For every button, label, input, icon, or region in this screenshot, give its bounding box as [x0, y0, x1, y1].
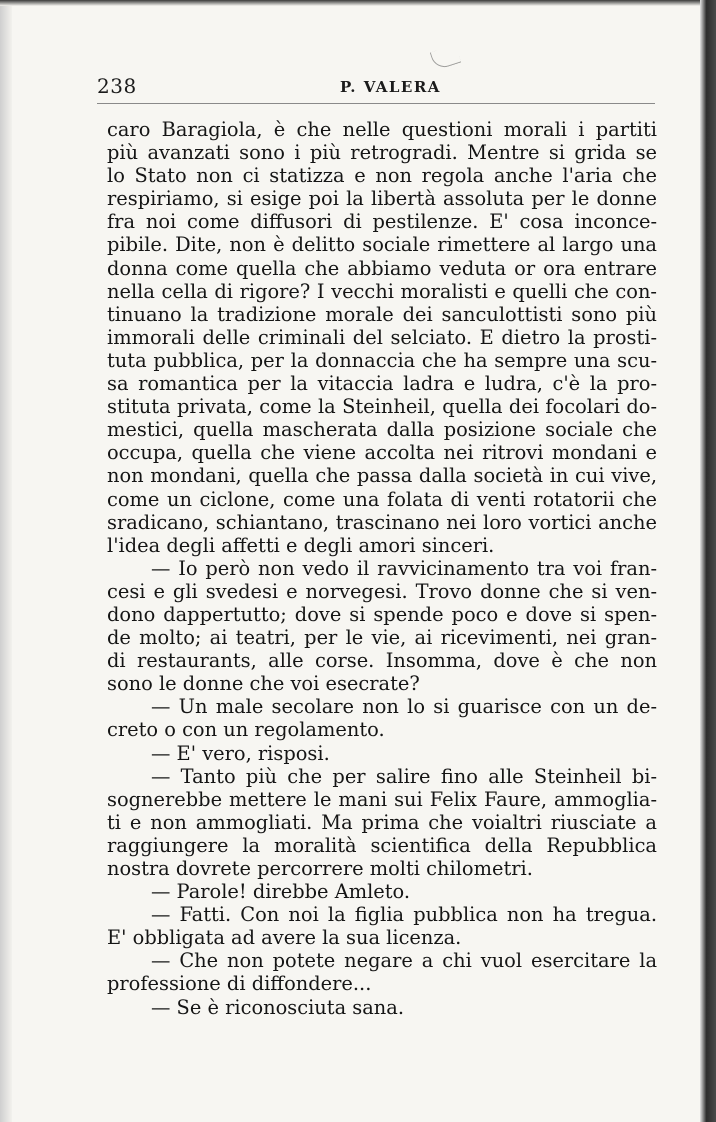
- page-header: [97, 74, 655, 102]
- text-line: più avanzati sono i più retrogradi. Mentre si grida se: [107, 141, 657, 165]
- text-line: nostra dovrete percorrere molti chilometri.: [107, 857, 533, 880]
- text-line: sognerebbe mettere le mani sui Felix Faure, ammoglia-: [107, 787, 657, 811]
- text-line: tuta pubblica, per la donnaccia che ha sempre una scu-: [107, 348, 657, 372]
- page-number: 238: [97, 74, 137, 98]
- text-line: nella cella di rigore? I vecchi moralisti e quelli che con-: [107, 279, 657, 303]
- text-line: — Parole! direbbe Amleto.: [151, 880, 411, 904]
- text-line: creto o con un regolamento.: [107, 718, 385, 742]
- text-line: professione di diffondere...: [107, 972, 372, 996]
- header-rule: [97, 103, 655, 104]
- text-line: sa romantica per la vitaccia ladra e ludra, c'è la pro-: [107, 372, 657, 396]
- text-line: sono le donne che voi esecrate?: [107, 672, 420, 696]
- text-line: l'idea degli affetti e degli amori sinceri.: [107, 533, 495, 557]
- text-line: de molto; ai teatri, per le vie, ai ricevimenti, nei gran-: [107, 626, 657, 650]
- running-head: P. VALERA: [340, 78, 441, 96]
- text-line: — Un male secolare non lo si guarisce con un de-: [151, 695, 657, 719]
- text-line: mestici, quella mascherata dalla posizione sociale che: [107, 418, 657, 442]
- text-line: — Io però non vedo il ravvicinamento tra voi fran-: [151, 556, 657, 580]
- body-text: [107, 118, 657, 1019]
- pencil-mark: [430, 44, 462, 70]
- text-line: ti e non ammogliati. Ma prima che voialtri riusciate a: [107, 810, 657, 834]
- text-line: respiriamo, si esige poi la libertà assoluta per le donne: [107, 187, 657, 211]
- text-line: fra noi come diffusori di pestilenze. E' cosa inconce-: [107, 210, 657, 234]
- page-top-edge: [0, 0, 700, 6]
- text-line: tinuano la tradizione morale dei sanculottisti sono più: [107, 302, 657, 326]
- text-line: — Che non potete negare a chi vuol esercitare la: [151, 949, 657, 973]
- page-gutter-shadow: [0, 0, 12, 1122]
- text-line: sradicano, schiantano, trascinano nei loro vortici anche: [107, 510, 657, 534]
- text-line: pibile. Dite, non è delitto sociale rimettere al largo una: [107, 233, 657, 257]
- text-line: raggiungere la moralità scientifica della Repubblica: [107, 833, 657, 857]
- text-line: caro Baragiola, è che nelle questioni morali i partiti: [107, 118, 657, 141]
- text-line: lo Stato non ci statizza e non regola anche l'aria che: [107, 164, 657, 188]
- text-line: — Fatti. Con noi la figlia pubblica non ha tregua.: [151, 903, 657, 927]
- book-spine-edge: [700, 0, 716, 1122]
- text-line: E' obbligata ad avere la sua licenza.: [107, 926, 462, 950]
- text-line: come un ciclone, come una folata di venti rotatorii che: [107, 487, 657, 511]
- text-line: — Se è riconosciuta sana.: [151, 995, 405, 1019]
- text-line: occupa, quella che viene accolta nei ritrovi mondani e: [107, 441, 657, 465]
- text-line: stituta privata, come la Steinheil, quella dei focolari do-: [107, 395, 657, 419]
- text-line: cesi e gli svedesi e norvegesi. Trovo donne che si ven-: [107, 579, 657, 603]
- text-line: dono dappertutto; dove si spende poco e dove si spen-: [107, 602, 657, 626]
- text-line: — Tanto più che per salire fino alle Steinheil bi-: [151, 764, 657, 788]
- text-line: donna come quella che abbiamo veduta or ora entrare: [107, 256, 657, 280]
- text-line: — E' vero, risposi.: [151, 741, 330, 765]
- text-line: non mondani, quella che passa dalla società in cui vive,: [107, 464, 657, 488]
- text-line: di restaurants, alle corse. Insomma, dove è che non: [107, 649, 657, 673]
- text-line: immorali delle criminali del selciato. E dietro la prosti-: [107, 325, 657, 349]
